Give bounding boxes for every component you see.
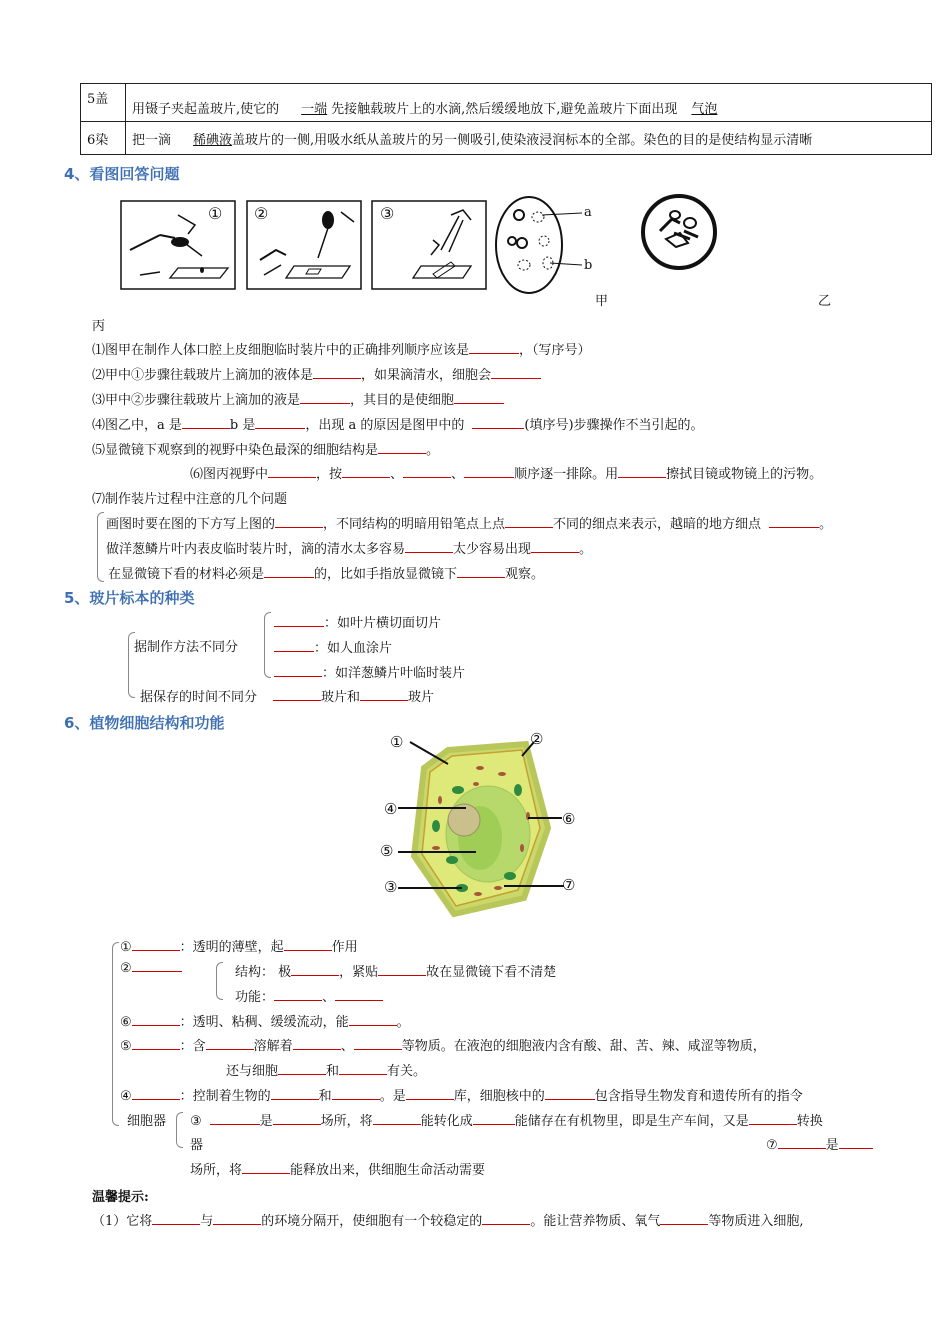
tips-text: 的环境分隔开，使细胞有一个较稳定的 bbox=[261, 1214, 483, 1229]
structure-row bbox=[120, 1011, 410, 1030]
question-text: 。 bbox=[579, 542, 593, 557]
row-text: ：透明、粘稠、缓缓流动，能 bbox=[179, 1015, 349, 1030]
item-text: ：如叶片横切面切片 bbox=[324, 616, 442, 631]
slide-type-item bbox=[274, 637, 392, 656]
row-text: 等物质。在液泡的细胞液内含有酸、甜、苦、辣、咸涩等物质， bbox=[401, 1039, 766, 1054]
brace bbox=[112, 942, 119, 1126]
step-text bbox=[126, 122, 932, 155]
row-text: 功能： bbox=[235, 990, 275, 1005]
question-text: 、 bbox=[451, 467, 465, 482]
step-text bbox=[126, 84, 932, 122]
question-text: 在显微镜下看的材料必须是 bbox=[108, 567, 265, 582]
question-5 bbox=[92, 439, 439, 458]
organelle-label: 细胞器 bbox=[127, 1114, 167, 1129]
brace bbox=[176, 1112, 183, 1148]
step-number: 6染 bbox=[81, 122, 126, 155]
label-b: b bbox=[584, 258, 593, 273]
microscope-view-illustration bbox=[640, 193, 720, 273]
row-number: ⑥ bbox=[120, 1015, 132, 1030]
row-text: 有关。 bbox=[387, 1064, 427, 1079]
section-heading: 6、植物细胞结构和功能 bbox=[64, 714, 225, 732]
slide-type-item bbox=[274, 612, 441, 631]
row-number: ③ bbox=[190, 1114, 202, 1129]
row-text: 转换 bbox=[796, 1114, 823, 1129]
step-label: ① bbox=[208, 204, 223, 223]
slide-type-item bbox=[140, 686, 434, 705]
diagram-label: ④ bbox=[384, 800, 398, 818]
item-text: 玻片和 bbox=[321, 690, 361, 705]
structure-row bbox=[120, 1035, 766, 1054]
section-heading: 4、看图回答问题 bbox=[64, 165, 180, 183]
row-text: 和 bbox=[326, 1064, 340, 1079]
question-text: 做洋葱鳞片叶内表皮临时装片时，滴的清水太多容易 bbox=[106, 542, 406, 557]
row-text: 。 bbox=[396, 1015, 410, 1030]
diagram-label: ② bbox=[530, 730, 544, 748]
plant-cell-diagram bbox=[376, 728, 586, 923]
row-number: ② bbox=[120, 961, 132, 976]
item-text: ：如洋葱鳞片叶临时装片 bbox=[322, 666, 466, 681]
row-text: 、 bbox=[322, 990, 336, 1005]
row-number: ⑤ bbox=[120, 1039, 132, 1054]
question-3 bbox=[92, 389, 504, 408]
question-7-line bbox=[108, 563, 544, 582]
question-text: 顺序逐一排除。用 bbox=[514, 467, 619, 482]
question-text: ，不同结构的明暗用铅笔点上点 bbox=[323, 517, 506, 532]
diagram-label: ⑤ bbox=[380, 842, 394, 860]
brace bbox=[97, 512, 104, 582]
step-text-mid: 先接触载玻片上的水滴,然后缓缓地放下,避免盖玻片下面出现 bbox=[331, 102, 678, 117]
row-text: 。是 bbox=[379, 1089, 406, 1104]
structure-row bbox=[766, 1134, 873, 1153]
answer-text: 一端 bbox=[301, 102, 328, 117]
question-1 bbox=[92, 339, 591, 358]
answer-text: 稀碘液 bbox=[193, 132, 233, 148]
question-7-line bbox=[106, 513, 832, 532]
question-text: 不同的细点来表示，越暗的地方细点 bbox=[553, 517, 762, 532]
question-text: ⑷图乙中，a 是 bbox=[92, 418, 182, 433]
diagram-label: ① bbox=[390, 733, 404, 751]
question-text: ，出现 a 的原因是图甲中的 bbox=[305, 418, 465, 433]
table-row bbox=[81, 122, 932, 155]
step-label: ③ bbox=[380, 204, 395, 223]
brace bbox=[216, 962, 223, 1000]
question-text: ⑴图甲在制作人体口腔上皮细胞临时装片中的正确排列顺序应该是 bbox=[92, 343, 470, 358]
question-text: ⑶甲中②步骤往载玻片上滴加的液是 bbox=[92, 393, 301, 408]
question-text: 观察。 bbox=[505, 567, 545, 582]
row-text: 场所，将 bbox=[320, 1114, 373, 1129]
label-a: a bbox=[584, 205, 592, 220]
row-text: ，紧贴 bbox=[339, 965, 379, 980]
question-text: 的，比如手指放显微镜下 bbox=[314, 567, 458, 582]
question-text: ⑵甲中①步骤往载玻片上滴加的液体是 bbox=[92, 368, 314, 383]
item-text: ：如人血涂片 bbox=[314, 641, 393, 656]
answer-text: 气泡 bbox=[691, 102, 718, 117]
row-text: 器 bbox=[190, 1138, 204, 1153]
row-text: 和 bbox=[318, 1089, 332, 1104]
tips-text: 与 bbox=[200, 1214, 214, 1229]
row-text: 库，细胞核中的 bbox=[453, 1089, 545, 1104]
step-text-pre: 用镊子夹起盖玻片,使它的 bbox=[132, 102, 280, 117]
row-text: 作用 bbox=[331, 940, 358, 955]
row-text: ：控制着生物的 bbox=[179, 1089, 271, 1104]
row-text: 溶解着 bbox=[253, 1039, 293, 1054]
brace bbox=[264, 612, 271, 678]
row-text: 能转化成 bbox=[420, 1114, 473, 1129]
question-text: ⑹图丙视野中 bbox=[190, 467, 269, 482]
structure-subrow bbox=[235, 986, 383, 1005]
row-number: ④ bbox=[120, 1089, 132, 1104]
question-text: 擦拭目镜或物镜上的污物。 bbox=[666, 467, 823, 482]
question-text: ，如果滴清水，细胞会 bbox=[361, 368, 492, 383]
question-text: ，（写序号） bbox=[519, 343, 591, 358]
question-text: 。 bbox=[819, 517, 833, 532]
row-text: 是 bbox=[259, 1114, 273, 1129]
question-text: ，其目的是使细胞 bbox=[350, 393, 455, 408]
row-number: ⑦ bbox=[766, 1138, 778, 1153]
question-text: ，按 bbox=[316, 467, 343, 482]
tips-title: 温馨提示: bbox=[92, 1190, 149, 1205]
tips-text: （1）它将 bbox=[92, 1214, 153, 1229]
structure-row bbox=[190, 1159, 485, 1178]
question-text: 。 bbox=[426, 443, 440, 458]
row-text: 故在显微镜下看不清楚 bbox=[426, 965, 557, 980]
row-text: 还与细胞 bbox=[226, 1064, 279, 1079]
question-text: 太少容易出现 bbox=[453, 542, 532, 557]
row-text: 能释放出来，供细胞生命活动需要 bbox=[290, 1163, 486, 1178]
row-text: 是 bbox=[825, 1138, 839, 1153]
row-text: ：透明的薄壁，起 bbox=[179, 940, 284, 955]
question-7-line bbox=[106, 538, 592, 557]
steps-table bbox=[80, 83, 932, 155]
tips-line bbox=[92, 1210, 803, 1229]
step-label: ② bbox=[254, 204, 269, 223]
structure-row bbox=[120, 961, 182, 976]
question-text: ⑸显微镜下观察到的视野中染色最深的细胞结构是 bbox=[92, 443, 379, 458]
classification-label: 据制作方法不同分 bbox=[134, 640, 239, 655]
tips-text: 。能让营养物质、氧气 bbox=[530, 1214, 661, 1229]
row-number: ① bbox=[120, 940, 132, 955]
row-text: 结构： 极 bbox=[235, 965, 292, 980]
question-text: b 是 bbox=[229, 418, 256, 433]
question-text: (填序号)步骤操作不当引起的。 bbox=[524, 418, 704, 433]
tips-text: 等物质进入细胞, bbox=[708, 1214, 804, 1229]
classification-label: 据保存的时间不同分 bbox=[140, 690, 258, 705]
row-text: 场所，将 bbox=[190, 1163, 243, 1178]
diagram-label: ⑦ bbox=[562, 876, 576, 894]
figure-caption-jia: 甲 bbox=[595, 294, 609, 309]
section-heading: 5、玻片标本的种类 bbox=[64, 589, 195, 607]
figure-caption-bing: 丙 bbox=[92, 319, 106, 334]
diagram-label: ③ bbox=[384, 878, 398, 896]
question-2 bbox=[92, 364, 541, 383]
structure-row bbox=[226, 1060, 426, 1079]
figure-caption-yi: 乙 bbox=[818, 294, 832, 309]
table-row bbox=[81, 84, 932, 122]
structure-row bbox=[120, 936, 358, 955]
structure-row bbox=[120, 1085, 803, 1104]
structure-subrow bbox=[235, 961, 556, 980]
question-4 bbox=[92, 414, 704, 433]
row-text: 、 bbox=[340, 1039, 354, 1054]
row-text: ：含 bbox=[179, 1039, 206, 1054]
step-number: 5盖 bbox=[81, 84, 126, 122]
item-text: 玻片 bbox=[408, 690, 435, 705]
slide-type-item bbox=[274, 662, 465, 681]
row-text: 能储存在有机物里，即是生产车间，又是 bbox=[514, 1114, 749, 1129]
structure-row bbox=[190, 1110, 823, 1129]
question-6 bbox=[190, 463, 822, 482]
row-text: 包含指导生物发育和遗传所有的指令 bbox=[594, 1089, 803, 1104]
question-text: 画图时要在图的下方写上图的 bbox=[106, 517, 276, 532]
step-text-pre: 把一滴 bbox=[132, 132, 172, 148]
question-text: 、 bbox=[390, 467, 404, 482]
diagram-label: ⑥ bbox=[562, 810, 576, 828]
step-text-mid: 盖玻片的一侧,用吸水纸从盖玻片的另一侧吸引,使染液浸润标本的全部。染色的目的是使结构显示清晰 bbox=[232, 132, 813, 148]
question-7-title: ⑺制作装片过程中注意的几个问题 bbox=[92, 492, 288, 507]
